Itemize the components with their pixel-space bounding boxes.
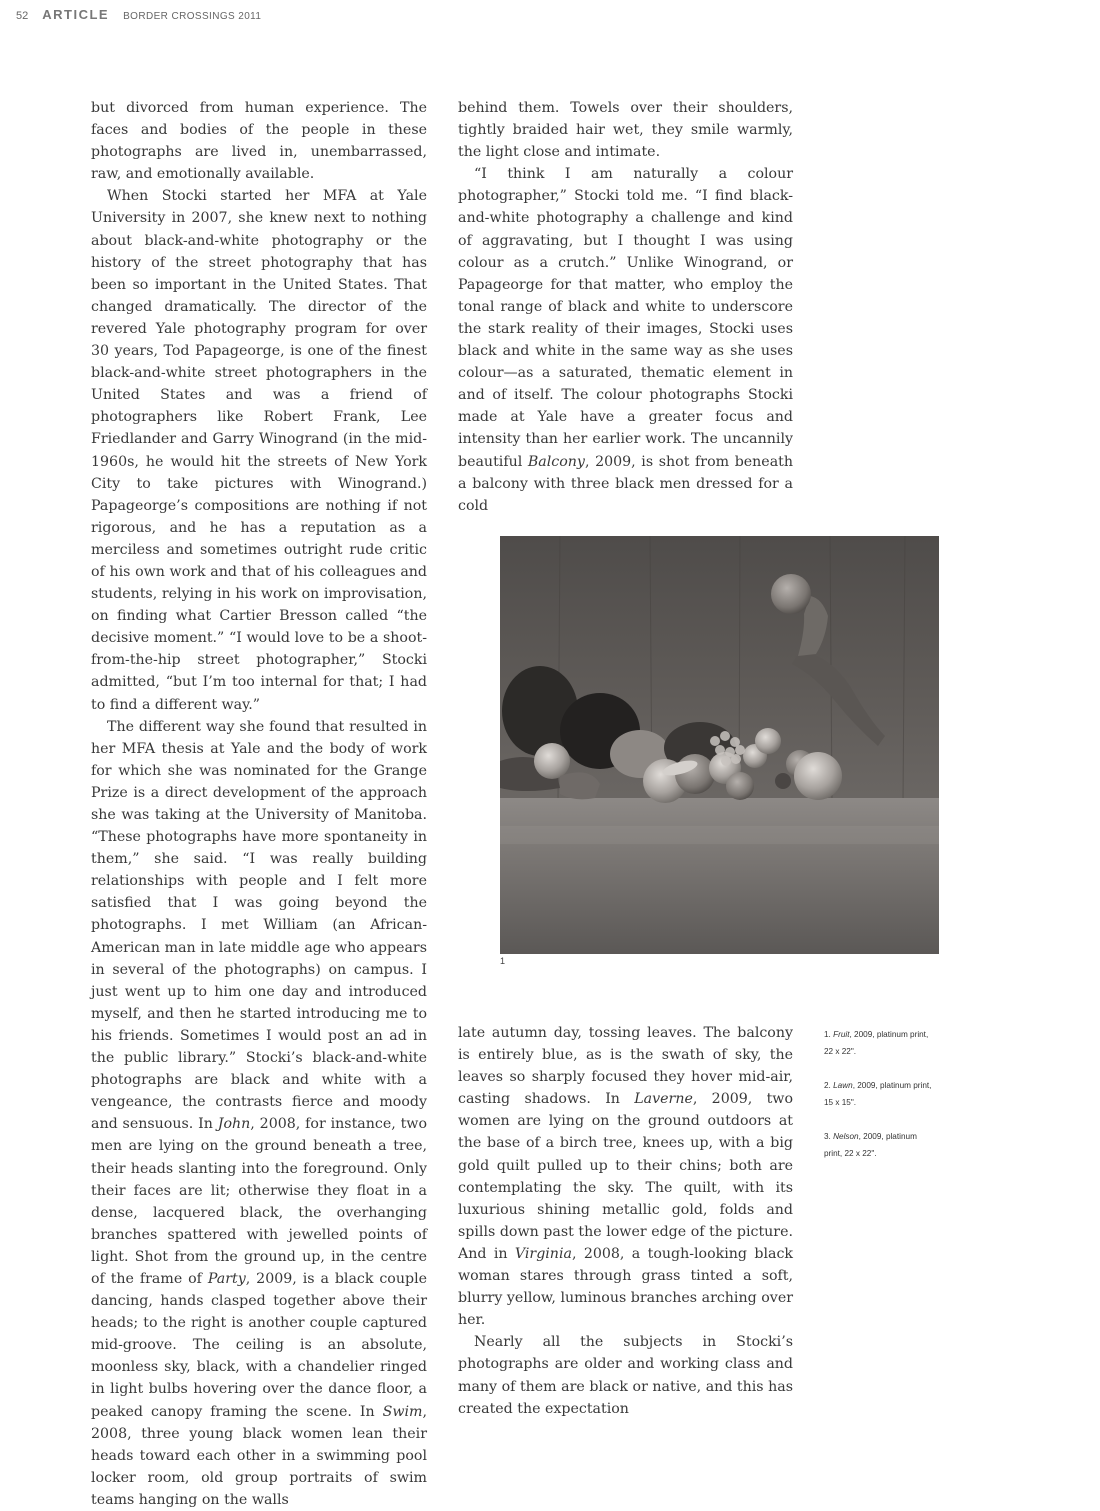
artwork-title: Laverne [634,1091,693,1108]
paragraph: When Stocki started her MFA at Yale University in 2007, she knew next to nothing about black-and-white photography or the history of the street photography that has been so important in the United States. That changed dramatically. The director of the revered Yale photography program for over 30 years, Tod Papageorge, is one of the finest black-and-white street photographers in the United States and was a friend of photographers like Robert Frank, Lee Friedlander and Garry Winogrand (in the mid-1960s, he would hit the streets of New York City to take pictures with Winogrand.) Papageorge’s compositions are nothing if not rigorous, and he has a reputation as a merciless and sometimes outright rude critic of his own work and that of his colleagues and students, relying in his work on improvisation, on finding what Cartier Bresson called “the decisive moment.” “I would love to be a shoot-from-the-hip street photographer,” Stocki admitted, “but I’m too internal for that; I had to find a different way.” [91,188,427,713]
text-run: The different way she found that resulted in her MFA thesis at Yale and the body of work for which she was nominated for the Grange Prize is a direct development of the approach she was taking at the University of Manitoba. “These photographs have more spontaneity in them,” she said. “I was really building relationships with people and I felt more satisfied that I was going beyond the photographs. I met William (an African-American man in late middle age who appears in several of the photographs) on campus. I just went up to him one day and introduced myself, and then he started introducing me to his friends. Sometimes I would post an ad in the public library.” Stocki’s black-and-white photographs are black and white with a vengeance, the contrasts fierce and moody and sensuous. In [91,718,427,1133]
paragraph [458,1022,793,1331]
caption-details: , 2009, platinum print, 15 x 15". [824,1081,932,1107]
magazine-title: BORDER CROSSINGS 2011 [123,11,262,22]
caption-number: 3. [824,1132,831,1141]
paragraph [91,716,427,1511]
page-number: 52 [16,10,29,22]
section-label: ARTICLE [42,7,110,22]
photo-captions [824,1027,934,1180]
caption [824,1027,934,1060]
text-run: late autumn day, tossing leaves. The balcony is entirely blue, as is the swath of sky, the leaves so sharply focused they hover mid-air, casting shadows. In [458,1025,793,1108]
text-run: , 2009, two women are lying on the ground outdoors at the base of a birch tree, knees up, with a big gold quilt pulled up to their chins; both are contemplating the sky. The quilt, with its luxurious shining metallic gold, folds and spills down past the lower edge of the picture. And in [458,1091,793,1262]
running-head [16,7,261,25]
artwork-title: Party [207,1270,246,1287]
artwork-title: Swim [382,1403,423,1420]
photograph-fruit [500,536,939,954]
caption-title: Lawn [833,1081,853,1090]
figure-number: 1 [500,956,506,966]
caption [824,1078,934,1111]
text-run: , 2008, for instance, two men are lying on the ground beneath a tree, their heads slanting into the foreground. Only their faces are lit; otherwise they float in a dense, lacquered black, the overhanging branches spattered with jewelled points of light. Shot from the ground up, in the centre of the frame of [91,1116,427,1287]
text-run: , 2009, is a black couple dancing, hands clasped together above their heads; to the right is another couple captured mid-groove. The ceiling is an absolute, moonless sky, black, with a chandelier ringed in light bulbs hovering over the dance floor, a peaked canopy framing the scene. In [91,1270,428,1420]
caption [824,1129,934,1162]
caption-details: , 2009, platinum print, 22 x 22". [824,1132,917,1158]
artwork-title: Balcony [527,453,585,470]
middle-text-column-top [458,97,793,517]
middle-text-column-bottom [458,1022,793,1420]
left-text-column [91,97,427,1511]
text-run: , 2008, three young black women lean their heads toward each other in a swimming pool locker room, old group portraits of swim teams hanging on the walls [91,1403,427,1508]
caption-number: 2. [824,1081,831,1090]
artwork-title: Virginia [514,1245,572,1262]
photograph-illustration [500,536,939,954]
caption-title: Fruit [833,1030,850,1039]
caption-details: , 2009, platinum print, 22 x 22". [824,1030,929,1056]
paragraph: but divorced from human experience. The faces and bodies of the people in these photographs are lived in, unembarrassed, raw, and emotionally available. [91,100,427,183]
paragraph: behind them. Towels over their shoulders, tightly braided hair wet, they smile warmly, the light close and intimate. [458,100,793,161]
paragraph: Nearly all the subjects in Stocki’s photographs are older and working class and many of them are black or native, and this has created the expectation [458,1334,793,1417]
caption-title: Nelson [833,1132,859,1141]
paragraph [458,163,793,517]
text-run: “I think I am naturally a colour photographer,” Stocki told me. “I find black-and-white photography a challenge and kind of aggravating, but I thought I was using colour as a crutch.” Unlike Winogrand, or Papageorge for that matter, who employ the tonal range of black and white to underscore the stark reality of their images, Stocki uses black and white in the same way as she uses colour—as a saturated, thematic element in and of itself. The colour photographs Stocki made at Yale have a greater focus and intensity than her earlier work. The uncannily beautiful [458,166,793,470]
text-run: , 2009, is shot from beneath a balcony with three black men dressed for a cold [458,453,794,514]
caption-number: 1. [824,1030,831,1039]
text-run: , 2008, a tough-looking black woman stares through grass tinted a soft, blurry yellow, luminous branches arching over her. [458,1245,793,1329]
artwork-title: John [217,1116,251,1133]
